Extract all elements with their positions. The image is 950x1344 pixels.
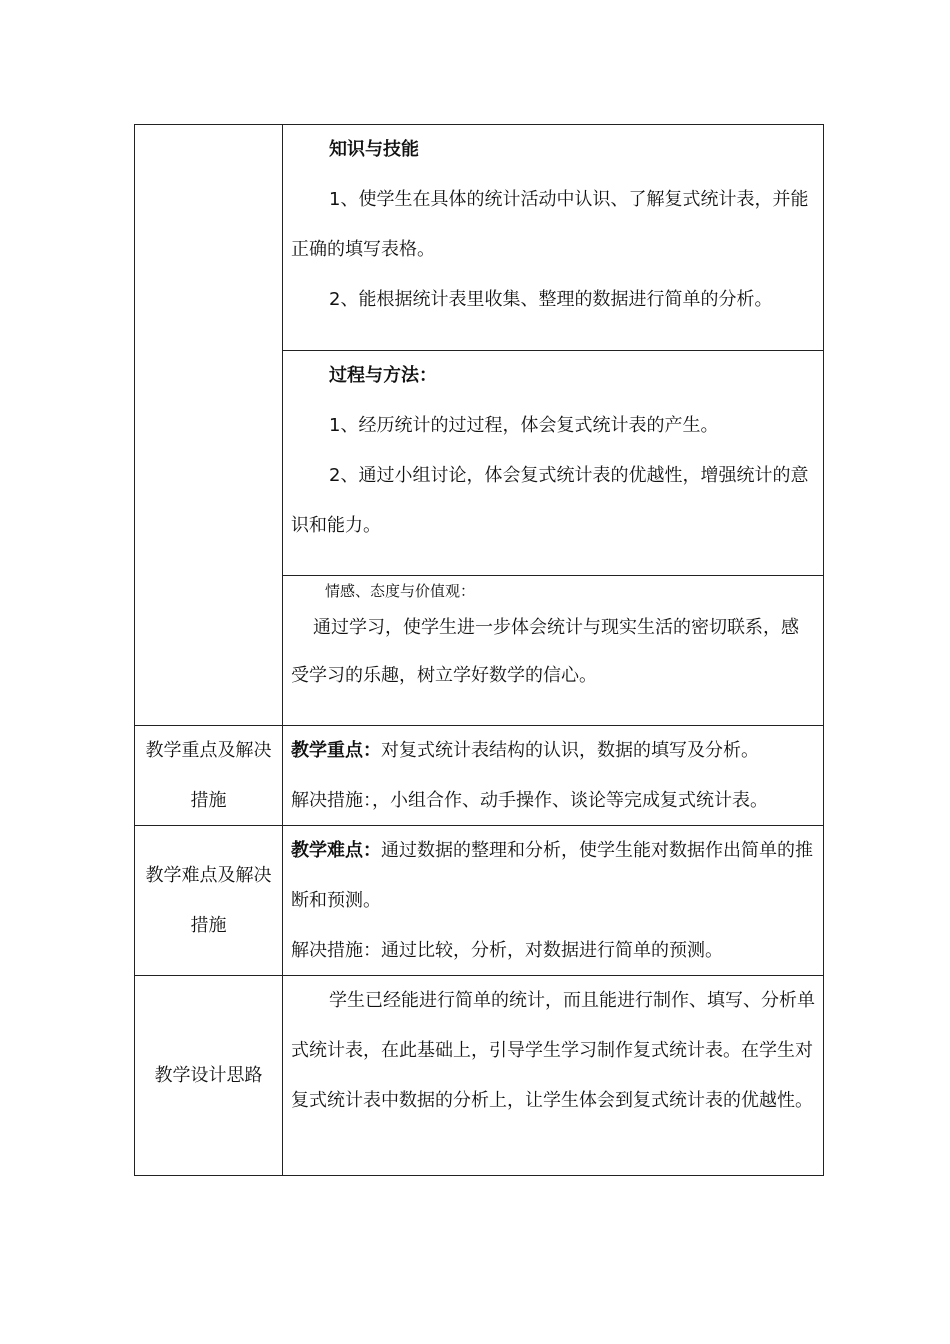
difficulty-label-cell bbox=[135, 826, 283, 975]
knowledge-point-1: 1、使学生在具体的统计活动中认识、了解复式统计表，并能正确的填写表格。 bbox=[291, 189, 809, 260]
difficulty-bold-label: 教学难点： bbox=[291, 840, 381, 861]
knowledge-point-2: 2、能根据统计表里收集、整理的数据进行简单的分析。 bbox=[329, 289, 773, 310]
focus-label-cell bbox=[135, 726, 283, 825]
emotion-point-1: 通过学习，使学生进一步体会统计与现实生活的密切联系，感受学习的乐趣，树立学好数学的信心。 bbox=[291, 617, 799, 686]
focus-label: 教学重点及解决措施 bbox=[145, 739, 272, 811]
focus-content-cell bbox=[283, 726, 823, 825]
objectives-label-cell bbox=[135, 125, 283, 725]
knowledge-heading: 知识与技能 bbox=[329, 139, 419, 160]
process-cell bbox=[283, 350, 823, 575]
lesson-plan-table bbox=[134, 124, 824, 1176]
knowledge-cell bbox=[283, 125, 823, 350]
process-point-1: 1、经历统计的过过程，体会复式统计表的产生。 bbox=[329, 415, 719, 436]
design-label: 教学设计思路 bbox=[154, 1064, 263, 1086]
emotion-cell bbox=[283, 575, 823, 725]
process-heading: 过程与方法： bbox=[329, 365, 437, 386]
focus-text: 对复式统计表结构的认识，数据的填写及分析。 bbox=[381, 740, 759, 761]
difficulty-line bbox=[291, 826, 815, 926]
difficulty-text: 通过数据的整理和分析，使学生能对数据作出简单的推断和预测。 bbox=[291, 840, 813, 911]
design-label-cell bbox=[135, 976, 283, 1175]
focus-bold-label: 教学重点： bbox=[291, 740, 381, 761]
design-row bbox=[135, 975, 823, 1175]
focus-measures: 解决措施：，小组合作、动手操作、谈论等完成复式统计表。 bbox=[291, 790, 768, 811]
design-content-cell bbox=[283, 976, 823, 1175]
objectives-row bbox=[135, 125, 823, 725]
design-text: 学生已经能进行简单的统计，而且能进行制作、填写、分析单式统计表，在此基础上，引导学生学习制作复式统计表。在学生对复式统计表中数据的分析上，让学生体会到复式统计表的优越性。 bbox=[291, 990, 815, 1111]
difficulty-row bbox=[135, 825, 823, 975]
process-point-2: 2、通过小组讨论，体会复式统计表的优越性，增强统计的意识和能力。 bbox=[291, 465, 809, 536]
difficulty-measures: 解决措施：通过比较，分析，对数据进行简单的预测。 bbox=[291, 940, 723, 961]
difficulty-content-cell bbox=[283, 826, 823, 975]
emotion-heading: 情感、态度与价值观： bbox=[325, 582, 476, 600]
difficulty-label: 教学难点及解决措施 bbox=[145, 864, 272, 936]
focus-line bbox=[291, 726, 815, 776]
objectives-cells bbox=[283, 125, 823, 725]
focus-row bbox=[135, 725, 823, 825]
